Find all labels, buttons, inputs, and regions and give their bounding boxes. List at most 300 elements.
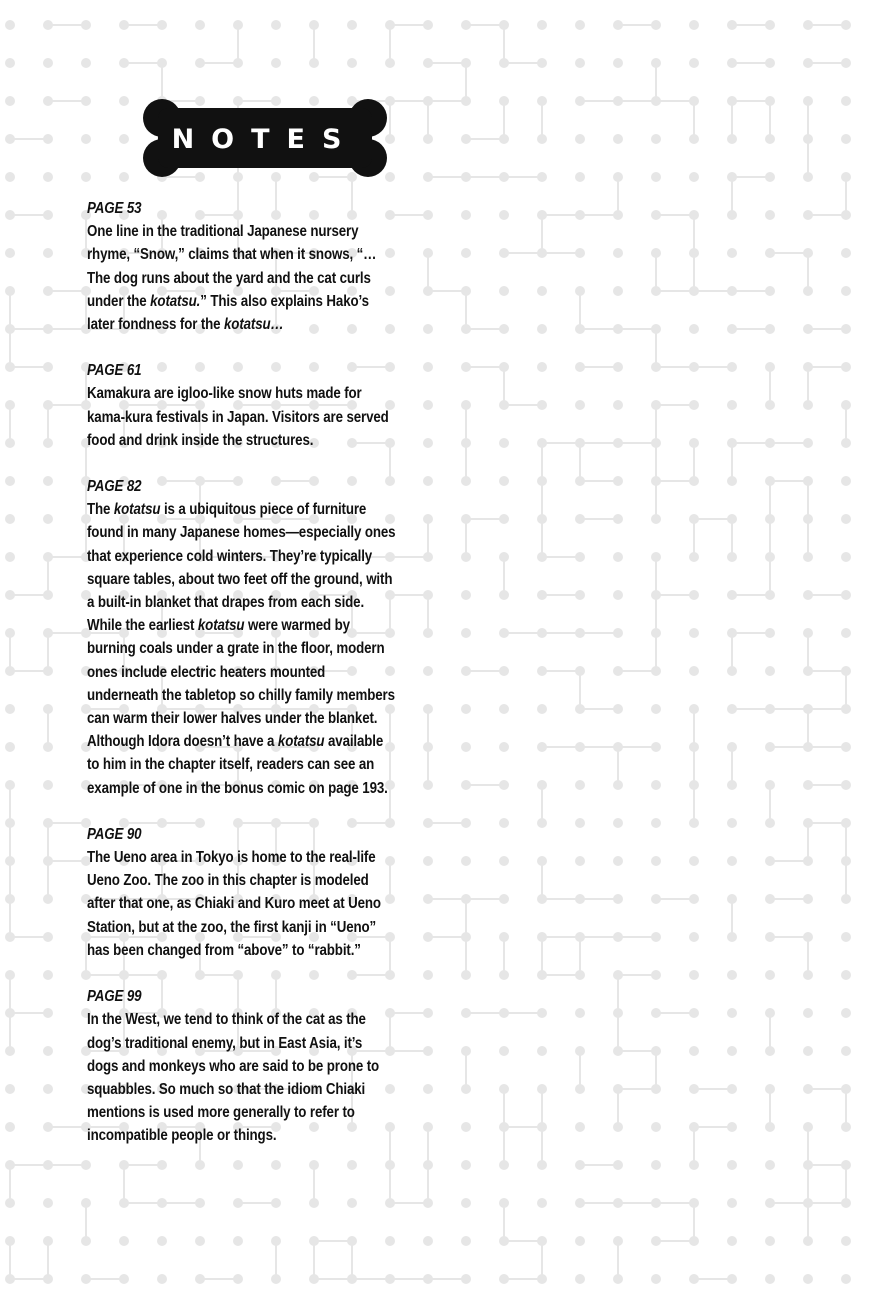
grid-dot [157, 58, 167, 68]
grid-dot [423, 476, 433, 486]
grid-dot [423, 1274, 433, 1284]
grid-dot [499, 172, 509, 182]
grid-dot [461, 514, 471, 524]
grid-dot [385, 1236, 395, 1246]
grid-dot [613, 96, 623, 106]
grid-dot [651, 780, 661, 790]
grid-dot [5, 894, 15, 904]
note-text [87, 220, 397, 336]
grid-dot [537, 970, 547, 980]
grid-dot [575, 476, 585, 486]
grid-dot [271, 1274, 281, 1284]
grid-dot [5, 704, 15, 714]
grid-dot [195, 1236, 205, 1246]
grid-dot [537, 20, 547, 30]
grid-dot [727, 286, 737, 296]
grid-dot [803, 134, 813, 144]
grid-dot [727, 96, 737, 106]
grid-dot [537, 894, 547, 904]
grid-dot [803, 438, 813, 448]
grid-dot [423, 1236, 433, 1246]
grid-dot [499, 894, 509, 904]
grid-dot [5, 1236, 15, 1246]
grid-dot [423, 894, 433, 904]
grid-dot [727, 856, 737, 866]
grid-dot [271, 20, 281, 30]
grid-dot [575, 514, 585, 524]
grid-dot [841, 1160, 851, 1170]
grid-dot [651, 1160, 661, 1170]
grid-dot [575, 1198, 585, 1208]
grid-dot [499, 96, 509, 106]
grid-dot [689, 894, 699, 904]
grid-dot [689, 1160, 699, 1170]
grid-dot [613, 362, 623, 372]
grid-dot [689, 1122, 699, 1132]
grid-dot [5, 172, 15, 182]
grid-dot [5, 1084, 15, 1094]
grid-dot [803, 400, 813, 410]
grid-dot [309, 58, 319, 68]
grid-dot [119, 172, 129, 182]
grid-dot [841, 324, 851, 334]
grid-dot [119, 134, 129, 144]
grid-dot [499, 362, 509, 372]
grid-dot [613, 1198, 623, 1208]
italic-term: kotatsu [277, 733, 325, 751]
grid-dot [841, 514, 851, 524]
grid-dot [499, 1198, 509, 1208]
grid-dot [689, 362, 699, 372]
grid-dot [537, 362, 547, 372]
grid-dot [43, 590, 53, 600]
grid-dot [765, 172, 775, 182]
grid-dot [841, 476, 851, 486]
grid-dot [499, 248, 509, 258]
grid-dot [575, 742, 585, 752]
grid-dot [651, 172, 661, 182]
grid-dot [461, 780, 471, 790]
grid-dot [5, 1008, 15, 1018]
text-run: is a ubiquitous piece of furniture found in many Japanese homes—especially ones that experience cold winters. They’re typically square tables, about two feet off the ground, with a built-in blanket that drapes from each side. While the earliest [87, 501, 396, 635]
grid-dot [651, 514, 661, 524]
grid-dot [385, 58, 395, 68]
grid-dot [537, 1198, 547, 1208]
grid-dot [689, 172, 699, 182]
grid-dot [43, 134, 53, 144]
note-entry [87, 823, 397, 962]
grid-dot [5, 1160, 15, 1170]
grid-dot [499, 58, 509, 68]
grid-dot [5, 742, 15, 752]
grid-dot [575, 324, 585, 334]
grid-dot [765, 856, 775, 866]
grid-dot [309, 20, 319, 30]
grid-dot [651, 666, 661, 676]
grid-dot [689, 20, 699, 30]
grid-dot [499, 1084, 509, 1094]
grid-dot [803, 286, 813, 296]
grid-dot [575, 932, 585, 942]
text-run: ” This also explains Hako’s later fondness for the [87, 292, 369, 334]
grid-dot [81, 1274, 91, 1284]
grid-dot [689, 514, 699, 524]
grid-dot [233, 58, 243, 68]
grid-dot [119, 1198, 129, 1208]
grid-dot [765, 704, 775, 714]
grid-dot [689, 476, 699, 486]
grid-dot [803, 894, 813, 904]
grid-dot [537, 438, 547, 448]
italic-term: kotatsu [197, 617, 245, 635]
grid-dot [727, 628, 737, 638]
grid-dot [803, 932, 813, 942]
grid-dot [689, 58, 699, 68]
grid-dot [651, 704, 661, 714]
grid-dot [803, 1084, 813, 1094]
grid-dot [461, 1236, 471, 1246]
grid-dot [233, 1236, 243, 1246]
grid-dot [613, 1236, 623, 1246]
grid-dot [385, 1274, 395, 1284]
grid-dot [575, 894, 585, 904]
grid-dot [841, 172, 851, 182]
grid-dot [651, 818, 661, 828]
grid-dot [461, 818, 471, 828]
grid-dot [195, 1198, 205, 1208]
grid-dot [119, 1274, 129, 1284]
grid-dot [537, 248, 547, 258]
grid-dot [461, 362, 471, 372]
grid-dot [765, 248, 775, 258]
grid-dot [689, 628, 699, 638]
note-entry [87, 475, 397, 800]
grid-dot [651, 210, 661, 220]
grid-dot [537, 1274, 547, 1284]
grid-dot [689, 286, 699, 296]
grid-dot [651, 362, 661, 372]
text-run: In the West, we tend to think of the cat as the dog’s traditional enemy, but in East Asia, it’s dogs and monkeys who are said to be prone to squabbles. So much so that the idiom Chiaki mentions is used more generally to refer to incompatible people or things. [87, 1011, 380, 1145]
grid-dot [423, 1046, 433, 1056]
grid-dot [689, 96, 699, 106]
grid-dot [461, 1046, 471, 1056]
grid-dot [727, 1274, 737, 1284]
grid-dot [575, 172, 585, 182]
grid-dot [613, 742, 623, 752]
grid-dot [727, 666, 737, 676]
grid-dot [651, 628, 661, 638]
grid-dot [43, 1160, 53, 1170]
grid-dot [727, 210, 737, 220]
grid-dot [461, 476, 471, 486]
grid-dot [43, 1274, 53, 1284]
grid-dot [765, 362, 775, 372]
grid-dot [499, 400, 509, 410]
text-run: Kamakura are igloo-like snow huts made for kama-kura festivals in Japan. Visitors are served food and drink inside the structures. [87, 385, 389, 449]
grid-dot [765, 286, 775, 296]
grid-dot [119, 96, 129, 106]
grid-dot [613, 172, 623, 182]
grid-dot [5, 932, 15, 942]
grid-dot [575, 438, 585, 448]
grid-dot [727, 58, 737, 68]
grid-dot [499, 742, 509, 752]
grid-dot [43, 704, 53, 714]
grid-dot [765, 476, 775, 486]
grid-dot [803, 1160, 813, 1170]
text-run: were warmed by burning coals under a grate in the floor, modern ones include electric heaters mounted underneath the tabletop so chilly family members can warm their lower halves under the blanket. Although Idora doesn’t have a [87, 617, 395, 751]
grid-dot [537, 134, 547, 144]
grid-dot [499, 1046, 509, 1056]
grid-dot [727, 590, 737, 600]
grid-dot [157, 1274, 167, 1284]
grid-dot [727, 742, 737, 752]
grid-dot [575, 1274, 585, 1284]
grid-dot [499, 210, 509, 220]
grid-dot [765, 932, 775, 942]
grid-dot [727, 552, 737, 562]
grid-dot [537, 590, 547, 600]
grid-dot [423, 818, 433, 828]
italic-term: kotatsu… [224, 316, 284, 334]
grid-dot [613, 856, 623, 866]
grid-dot [575, 286, 585, 296]
grid-dot [81, 96, 91, 106]
grid-dot [575, 856, 585, 866]
grid-dot [575, 818, 585, 828]
grid-dot [803, 1122, 813, 1132]
grid-dot [689, 552, 699, 562]
grid-dot [689, 1046, 699, 1056]
grid-dot [727, 1160, 737, 1170]
grid-dot [233, 1274, 243, 1284]
grid-dot [727, 1122, 737, 1132]
grid-dot [613, 210, 623, 220]
grid-dot [43, 210, 53, 220]
grid-dot [613, 248, 623, 258]
grid-dot [537, 1046, 547, 1056]
grid-dot [81, 1236, 91, 1246]
note-entry [87, 985, 397, 1147]
grid-dot [689, 324, 699, 334]
grid-dot [765, 210, 775, 220]
grid-dot [499, 324, 509, 334]
grid-dot [347, 1274, 357, 1284]
grid-dot [803, 1274, 813, 1284]
grid-dot [423, 134, 433, 144]
grid-dot [727, 1008, 737, 1018]
grid-dot [423, 1122, 433, 1132]
grid-dot [613, 970, 623, 980]
grid-dot [727, 362, 737, 372]
grid-dot [841, 1084, 851, 1094]
grid-dot [689, 932, 699, 942]
grid-dot [613, 438, 623, 448]
grid-dot [195, 58, 205, 68]
grid-dot [499, 970, 509, 980]
grid-dot [5, 666, 15, 676]
grid-dot [5, 780, 15, 790]
grid-dot [43, 742, 53, 752]
grid-dot [727, 704, 737, 714]
grid-dot [803, 666, 813, 676]
grid-dot [499, 20, 509, 30]
grid-dot [5, 476, 15, 486]
grid-dot [841, 134, 851, 144]
grid-dot [803, 590, 813, 600]
grid-dot [423, 248, 433, 258]
grid-dot [537, 1122, 547, 1132]
grid-dot [765, 1008, 775, 1018]
grid-dot [423, 628, 433, 638]
grid-dot [803, 1046, 813, 1056]
grid-dot [575, 970, 585, 980]
grid-dot [765, 1198, 775, 1208]
grid-dot [727, 400, 737, 410]
grid-dot [119, 1236, 129, 1246]
grid-dot [423, 438, 433, 448]
grid-dot [461, 1122, 471, 1132]
grid-dot [689, 780, 699, 790]
grid-dot [81, 1198, 91, 1208]
grid-dot [5, 400, 15, 410]
grid-dot [689, 1198, 699, 1208]
grid-dot [727, 514, 737, 524]
grid-dot [841, 780, 851, 790]
grid-dot [841, 704, 851, 714]
grid-dot [651, 1122, 661, 1132]
grid-dot [841, 1046, 851, 1056]
grid-dot [803, 818, 813, 828]
grid-dot [575, 1046, 585, 1056]
grid-dot [841, 96, 851, 106]
grid-dot [423, 704, 433, 714]
grid-dot [43, 96, 53, 106]
grid-dot [271, 1198, 281, 1208]
grid-dot [43, 1236, 53, 1246]
grid-dot [347, 58, 357, 68]
grid-dot [537, 400, 547, 410]
text-run: available to him in the chapter itself, readers can see an example of one in the bonus comic on page 193. [87, 733, 388, 797]
grid-dot [727, 20, 737, 30]
grid-dot [461, 1198, 471, 1208]
grid-dot [499, 628, 509, 638]
grid-dot [727, 1084, 737, 1094]
grid-dot [461, 666, 471, 676]
grid-dot [727, 1236, 737, 1246]
grid-dot [651, 1236, 661, 1246]
grid-dot [461, 58, 471, 68]
grid-dot [613, 704, 623, 714]
grid-dot [651, 1046, 661, 1056]
grid-dot [765, 324, 775, 334]
grid-dot [575, 248, 585, 258]
grid-dot [423, 970, 433, 980]
bone-banner [140, 96, 390, 180]
grid-dot [613, 818, 623, 828]
grid-dot [575, 134, 585, 144]
grid-dot [233, 1198, 243, 1208]
grid-dot [841, 856, 851, 866]
grid-dot [461, 20, 471, 30]
grid-dot [765, 970, 775, 980]
grid-dot [613, 1046, 623, 1056]
grid-dot [423, 514, 433, 524]
grid-dot [765, 742, 775, 752]
grid-dot [5, 286, 15, 296]
grid-dot [5, 818, 15, 828]
grid-dot [765, 818, 775, 828]
grid-dot [841, 742, 851, 752]
grid-dot [5, 514, 15, 524]
grid-dot [651, 134, 661, 144]
grid-dot [233, 20, 243, 30]
text-run: The Ueno area in Tokyo is home to the real-life Ueno Zoo. The zoo in this chapter is modeled after that one, as Chiaki and Kuro meet at Ueno Station, but at the zoo, the first kanji in “Ueno” has been changed from “above” to “rabbit.” [87, 849, 381, 959]
grid-dot [537, 58, 547, 68]
grid-dot [727, 780, 737, 790]
grid-dot [841, 970, 851, 980]
grid-dot [461, 96, 471, 106]
grid-dot [765, 628, 775, 638]
grid-dot [727, 248, 737, 258]
grid-dot [499, 590, 509, 600]
grid-dot [499, 1008, 509, 1018]
grid-dot [43, 856, 53, 866]
grid-dot [5, 1046, 15, 1056]
grid-dot [841, 210, 851, 220]
grid-dot [727, 970, 737, 980]
grid-dot [689, 1274, 699, 1284]
grid-dot [5, 134, 15, 144]
grid-dot [537, 476, 547, 486]
grid-dot [157, 1236, 167, 1246]
grid-dot [461, 210, 471, 220]
grid-dot [499, 552, 509, 562]
grid-dot [385, 20, 395, 30]
grid-dot [43, 780, 53, 790]
grid-dot [43, 970, 53, 980]
grid-dot [499, 1160, 509, 1170]
grid-dot [423, 780, 433, 790]
grid-dot [423, 932, 433, 942]
grid-dot [43, 1198, 53, 1208]
grid-dot [841, 1008, 851, 1018]
grid-dot [423, 666, 433, 676]
grid-dot [841, 362, 851, 372]
grid-dot [157, 20, 167, 30]
grid-dot [765, 1046, 775, 1056]
grid-dot [537, 628, 547, 638]
note-text [87, 846, 397, 962]
grid-dot [461, 1160, 471, 1170]
grid-dot [423, 1160, 433, 1170]
grid-dot [43, 248, 53, 258]
grid-dot [765, 1084, 775, 1094]
grid-dot [727, 476, 737, 486]
grid-dot [689, 970, 699, 980]
grid-dot [765, 514, 775, 524]
grid-dot [651, 58, 661, 68]
grid-dot [43, 1122, 53, 1132]
note-text [87, 498, 397, 800]
grid-dot [841, 1274, 851, 1284]
grid-dot [803, 856, 813, 866]
grid-dot [43, 400, 53, 410]
grid-dot [423, 590, 433, 600]
grid-dot [575, 666, 585, 676]
grid-dot [727, 134, 737, 144]
grid-dot [43, 1046, 53, 1056]
